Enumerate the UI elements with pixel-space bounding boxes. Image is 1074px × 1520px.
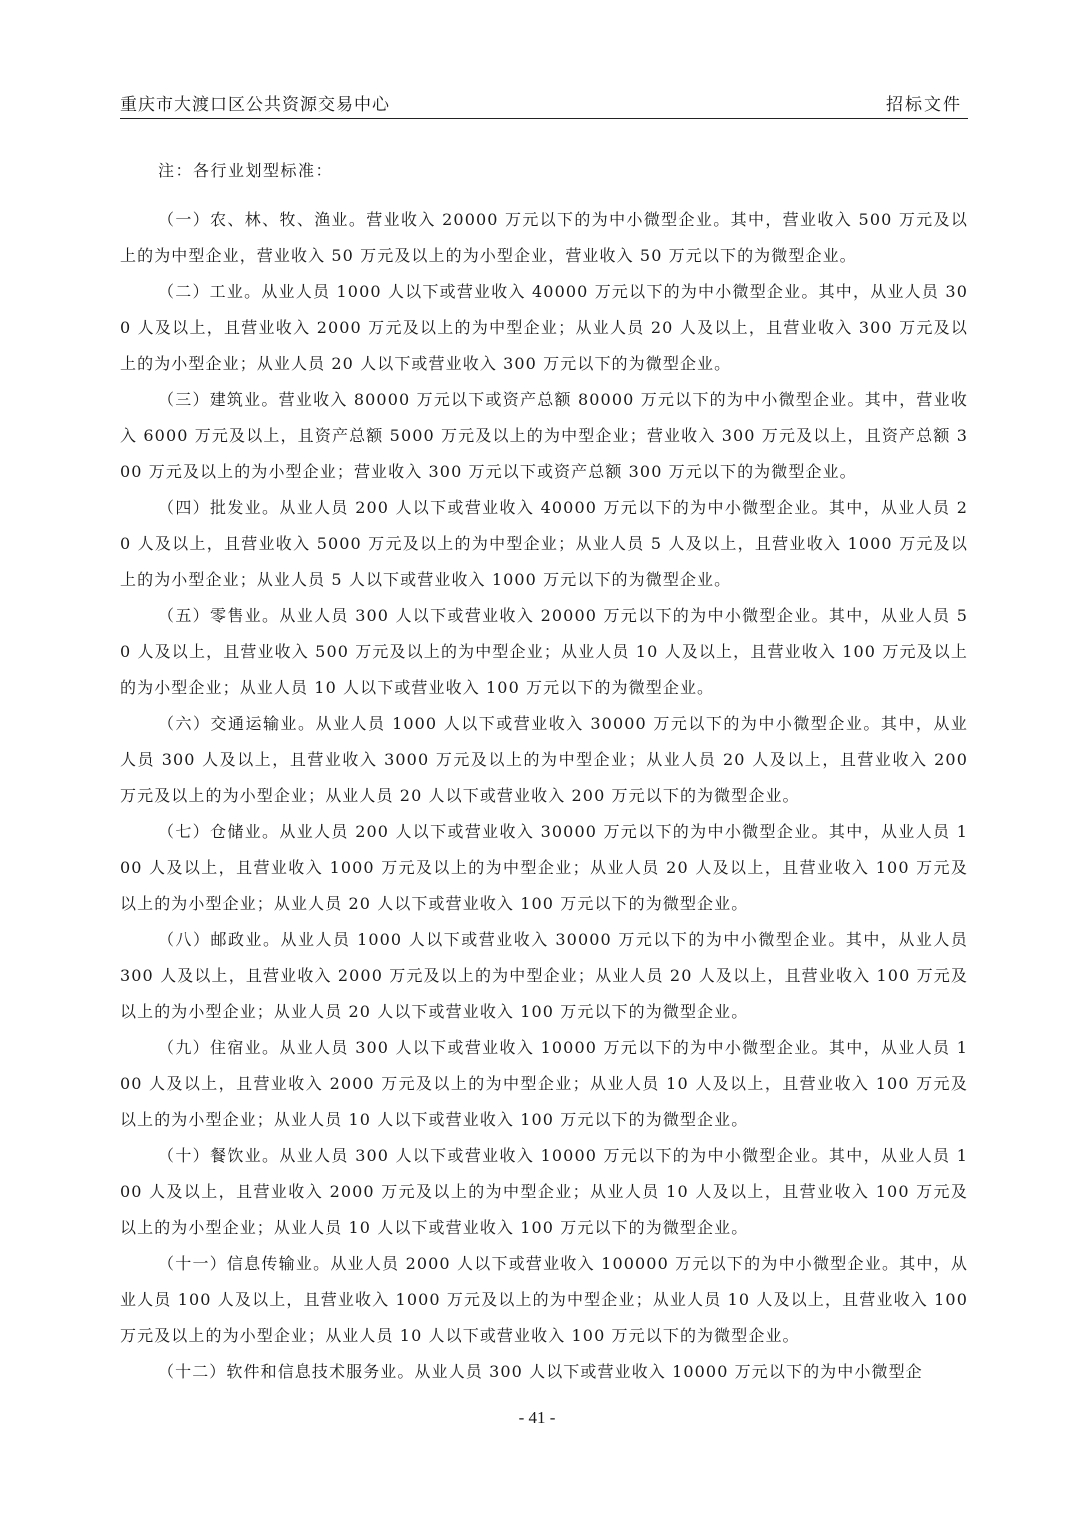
page-number: - 41 -: [518, 1408, 556, 1427]
paragraph-wholesale: （四）批发业。从业人员 200 人以下或营业收入 40000 万元以下的为中小微型企业。其中，从业人员 20 人及以上，且营业收入 5000 万元及以上的为中型企业；从业人员 5 人及以上，且营业收入 1000 万元及以上的为小型企业；从业人员 5 人以下或营业收入 1000 万元以下的为微型企业。: [120, 498, 968, 589]
paragraph-information-transmission: （十一）信息传输业。从业人员 2000 人以下或营业收入 100000 万元以下的为中小微型企业。其中，从业人员 100 人及以上，且营业收入 1000 万元及以上的为中型企业；从业人员 10 人及以上，且营业收入 100 万元及以上的为小型企业；从业人员 10 人以下或营业收入 100 万元以下的为微型企业。: [120, 1254, 968, 1345]
paragraph-industry: （二）工业。从业人员 1000 人以下或营业收入 40000 万元以下的为中小微型企业。其中，从业人员 300 人及以上，且营业收入 2000 万元及以上的为中型企业；从业人员 20 人及以上，且营业收入 300 万元及以上的为小型企业；从业人员 20 人以下或营业收入 300 万元以下的为微型企业。: [120, 282, 968, 373]
paragraph-software-it: （十二）软件和信息技术服务业。从业人员 300 人以下或营业收入 10000 万元以下的为中小微型企: [158, 1362, 923, 1381]
paragraph-transport: （六）交通运输业。从业人员 1000 人以下或营业收入 30000 万元以下的为中小微型企业。其中，从业人员 300 人及以上，且营业收入 3000 万元及以上的为中型企业；从业人员 20 人及以上，且营业收入 200 万元及以上的为小型企业；从业人员 20 人以下或营业收入 200 万元以下的为微型企业。: [120, 714, 968, 805]
paragraph-retail: （五）零售业。从业人员 300 人以下或营业收入 20000 万元以下的为中小微型企业。其中，从业人员 50 人及以上，且营业收入 500 万元及以上的为中型企业；从业人员 10 人及以上，且营业收入 100 万元及以上的为小型企业；从业人员 10 人以下或营业收入 100 万元以下的为微型企业。: [120, 606, 968, 697]
paragraph-postal: （八）邮政业。从业人员 1000 人以下或营业收入 30000 万元以下的为中小微型企业。其中，从业人员 300 人及以上，且营业收入 2000 万元及以上的为中型企业；从业人员 20 人及以上，且营业收入 100 万元及以上的为小型企业；从业人员 20 人以下或营业收入 100 万元以下的为微型企业。: [120, 930, 968, 1021]
paragraph-warehousing: （七）仓储业。从业人员 200 人以下或营业收入 30000 万元以下的为中小微型企业。其中，从业人员 100 人及以上，且营业收入 1000 万元及以上的为中型企业；从业人员 20 人及以上，且营业收入 100 万元及以上的为小型企业；从业人员 20 人以下或营业收入 100 万元以下的为微型企业。: [120, 822, 968, 913]
paragraph-accommodation: （九）住宿业。从业人员 300 人以下或营业收入 10000 万元以下的为中小微型企业。其中，从业人员 100 人及以上，且营业收入 2000 万元及以上的为中型企业；从业人员 10 人及以上，且营业收入 100 万元及以上的为小型企业；从业人员 10 人以下或营业收入 100 万元以下的为微型企业。: [120, 1038, 968, 1129]
paragraph-catering: （十）餐饮业。从业人员 300 人以下或营业收入 10000 万元以下的为中小微型企业。其中，从业人员 100 人及以上，且营业收入 2000 万元及以上的为中型企业；从业人员 10 人及以上，且营业收入 100 万元及以上的为小型企业；从业人员 10 人以下或营业收入 100 万元以下的为微型企业。: [120, 1146, 968, 1237]
note-heading: 注：各行业划型标准：: [158, 161, 334, 180]
header-document-type: 招标文件: [886, 95, 962, 115]
header-organization: 重庆市大渡口区公共资源交易中心: [120, 95, 390, 115]
paragraph-agriculture: （一）农、林、牧、渔业。营业收入 20000 万元以下的为中小微型企业。其中，营业收入 500 万元及以上的为中型企业，营业收入 50 万元及以上的为小型企业，营业收入 50 万元以下的为微型企业。: [120, 210, 968, 265]
paragraph-construction: （三）建筑业。营业收入 80000 万元以下或资产总额 80000 万元以下的为中小微型企业。其中，营业收入 6000 万元及以上，且资产总额 5000 万元及以上的为中型企业；营业收入 300 万元及以上，且资产总额 300 万元及以上的为小型企业；营业收入 300 万元以下或资产总额 300 万元以下的为微型企业。: [120, 390, 968, 481]
page-header: [120, 88, 968, 119]
document-body: [120, 202, 968, 1390]
